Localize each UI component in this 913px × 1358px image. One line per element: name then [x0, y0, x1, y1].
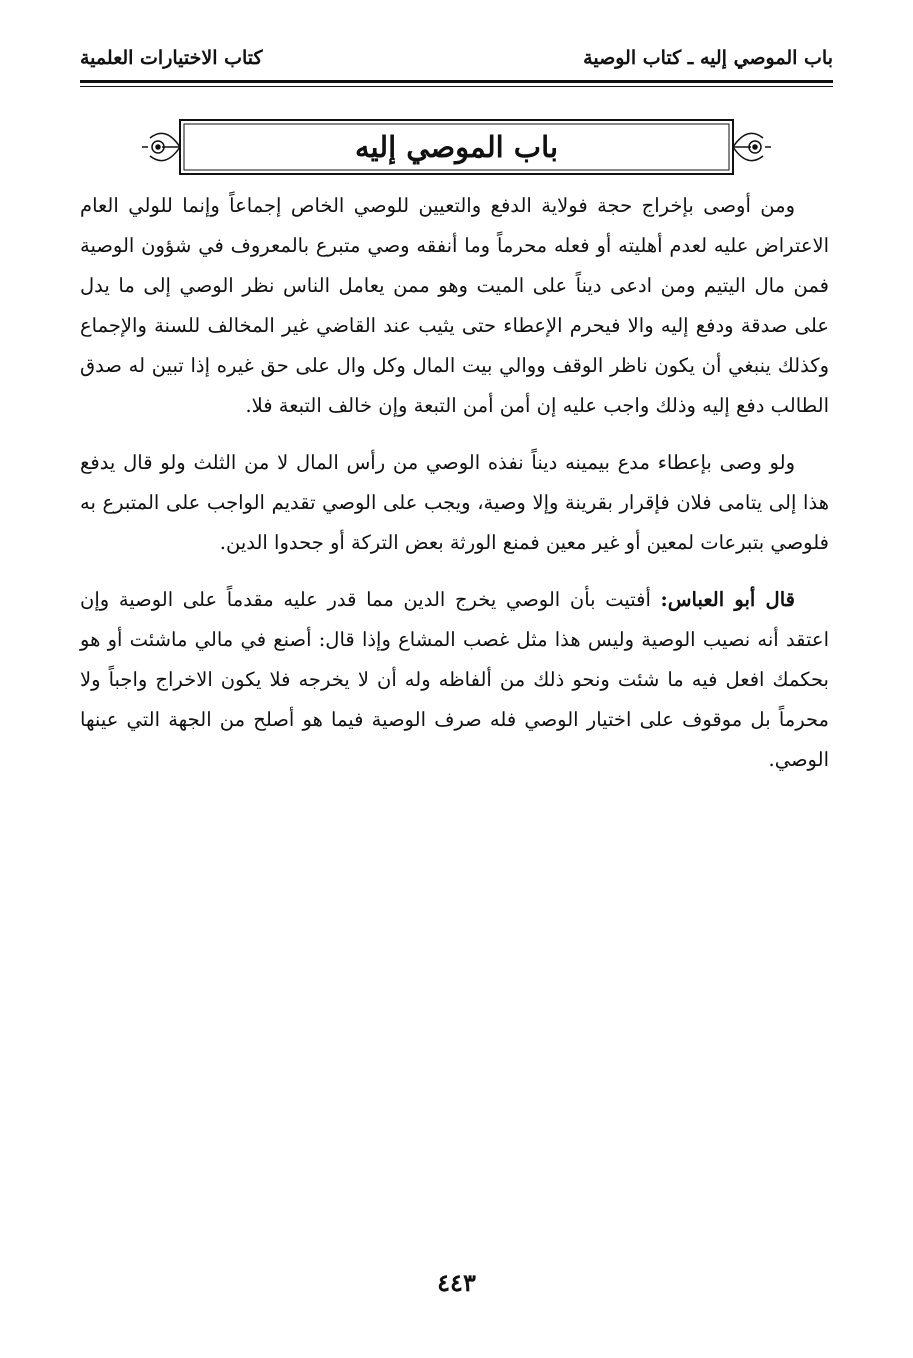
left-ornament-icon: [142, 133, 180, 160]
header-rule: [80, 80, 833, 83]
header-rule-thin: [80, 86, 833, 87]
body-text: [80, 186, 829, 797]
running-header-book: كتاب الاختيارات العلمية: [80, 47, 263, 69]
paragraph-3-lead: قال أبو العباس:: [660, 588, 795, 611]
running-header: [80, 38, 833, 78]
paragraph-1-text: ومن أوصى بإخراج حجة فولاية الدفع والتعيين للوصي الخاص إجماعاً وإنما للولي العام الاعتراض عليه لعدم أهليته أو فعله محرماً وما أنفقه وصي متبرع بالمعروف في شؤون الوصية فمن مال اليتيم ومن ادعى ديناً على الميت وهو ممن يعامل الناس نظر الوصي إلى ما يدل على صدقة ودفع إليه والا فيحرم الإعطاء حتى يثيب عند القاضي غير المخالف للسنة والإجماع وكذلك ينبغي أن يكون ناظر الوقف ووالي بيت المال وكل وال على حق غيره إذا تبين له صدق الطالب دفع إليه وذلك واجب عليه إن أمن أمن التبعة وإن خالف التبعة فلا.: [80, 194, 829, 417]
paragraph-1: [80, 186, 829, 426]
running-header-section: باب الموصي إليه ـ كتاب الوصية: [583, 47, 833, 69]
title-banner: [140, 116, 773, 178]
page-number: ٤٤٣: [437, 1268, 476, 1297]
chapter-title: باب الموصي إليه: [354, 130, 559, 164]
paragraph-3-text: أفتيت بأن الوصي يخرج الدين مما قدر عليه مقدماً على الوصية وإن اعتقد أنه نصيب الوصية وليس هذا مثل غصب المشاع وإذا قال: أصنع في مالي ماشئت أو هو بحكمك افعل فيه ما شئت ونحو ذلك من ألفاظه وله أن لا يخرجه فلا يكون الاخراج واجباً ولا محرماً بل موقوف على اختيار الوصي فله صرف الوصية فيما هو أصلح من الجهة التي عينها الوصي.: [80, 588, 830, 771]
right-ornament-icon: [733, 133, 771, 160]
paragraph-2-text: ولو وصى بإعطاء مدع بيمينه ديناً نفذه الوصي من رأس المال لا من الثلث ولو قال يدفع هذا إلى يتامى فلان فإقرار بقرينة وإلا وصية، ويجب على الوصي تقديم الواجب على المتبرع به فلوصي بتبرعات لمعين أو غير معين فمنع الورثة بعض التركة أو جحدوا الدين.: [80, 451, 829, 554]
paragraph-2: [80, 443, 829, 563]
paragraph-3: [80, 580, 829, 780]
